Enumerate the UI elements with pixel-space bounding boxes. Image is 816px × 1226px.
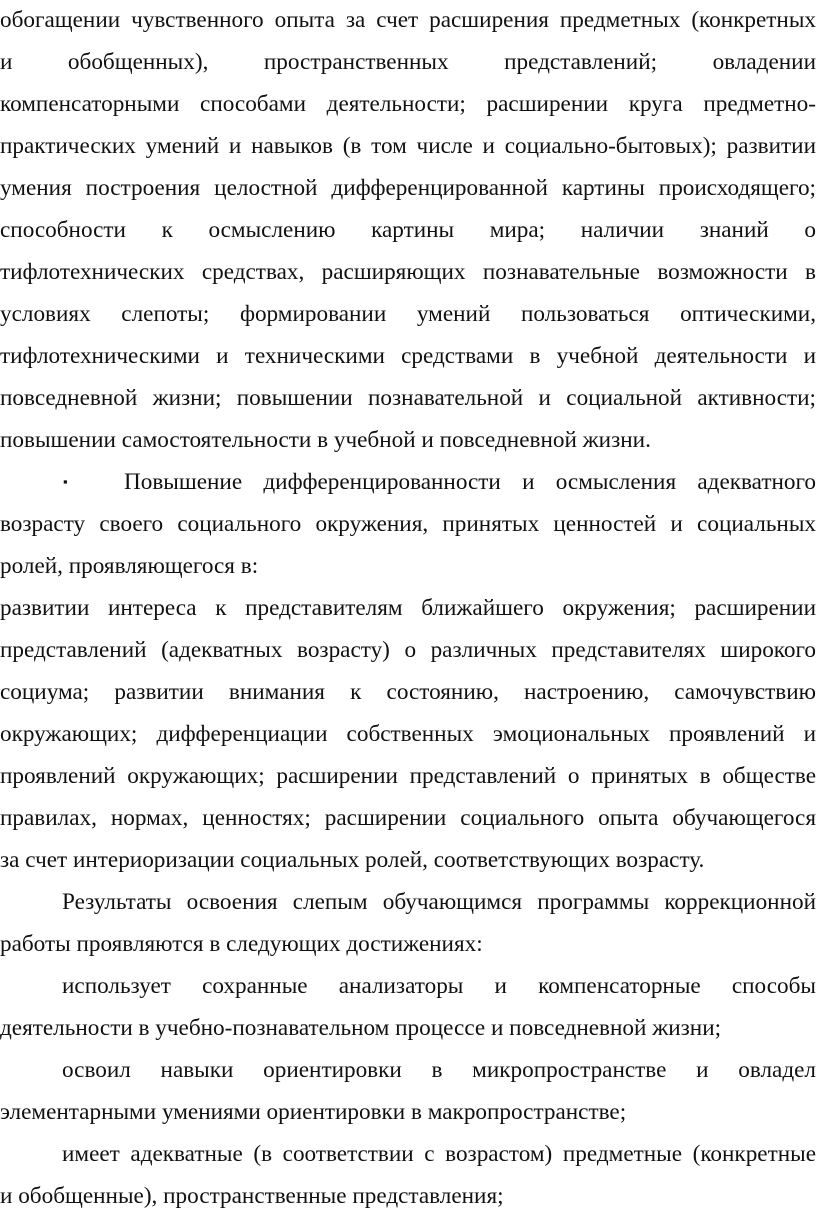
text-line: практических умений и навыков (в том числе и социально-бытовых); развитии <box>0 133 816 159</box>
text-line: окружающих; дифференциации собственных эмоциональных проявлений и <box>0 721 816 747</box>
text-line: способности к осмыслению картины мира; наличии знаний о <box>0 217 816 243</box>
text-line: Повышение дифференцированности и осмысления адекватного <box>124 469 816 495</box>
text-line: правилах, нормах, ценностях; расширении социального опыта обучающегося <box>0 805 816 831</box>
square-bullet-icon: ▪ <box>63 474 68 489</box>
text-line: представлений (адекватных возрасту) о различных представителях широкого <box>0 637 816 663</box>
text-line: и обобщенных), пространственных представлений; овладении <box>0 49 816 75</box>
text-line: деятельности в учебно-познавательном процессе и повседневной жизни; <box>0 1015 722 1041</box>
text-line: ролей, проявляющегося в: <box>0 553 259 579</box>
text-line: повседневной жизни; повышении познавательной и социальной активности; <box>0 385 816 411</box>
text-line: элементарными умениями ориентировки в макропространстве; <box>0 1099 627 1125</box>
text-line: тифлотехническими и техническими средствами в учебной деятельности и <box>0 343 816 369</box>
text-line: условиях слепоты; формировании умений пользоваться оптическими, <box>0 301 816 327</box>
text-line: имеет адекватные (в соответствии с возрастом) предметные (конкретные <box>62 1141 816 1167</box>
text-line: освоил навыки ориентировки в микропространстве и овладел <box>62 1057 816 1083</box>
text-line: использует сохранные анализаторы и компенсаторные способы <box>62 973 816 999</box>
text-line: повышении самостоятельности в учебной и повседневной жизни. <box>0 427 651 453</box>
text-line: социума; развитии внимания к состоянию, настроению, самочувствию <box>0 679 816 705</box>
text-line: за счет интериоризации социальных ролей, соответствующих возрасту. <box>0 847 705 873</box>
text-line: возрасту своего социального окружения, принятых ценностей и социальных <box>0 511 816 537</box>
text-line: обогащении чувственного опыта за счет расширения предметных (конкретных <box>0 7 816 33</box>
text-line: работы проявляются в следующих достижениях: <box>0 931 483 957</box>
text-line: умения построения целостной дифференцированной картины происходящего; <box>0 175 816 201</box>
text-line: компенсаторными способами деятельности; расширении круга предметно- <box>0 91 816 117</box>
text-line: Результаты освоения слепым обучающимся программы коррекционной <box>62 889 816 915</box>
text-line: проявлений окружающих; расширении представлений о принятых в обществе <box>0 763 816 789</box>
text-line: тифлотехнических средствах, расширяющих познавательные возможности в <box>0 259 816 285</box>
text-line: развитии интереса к представителям ближайшего окружения; расширении <box>0 595 816 621</box>
text-line: и обобщенные), пространственные представления; <box>0 1183 504 1209</box>
